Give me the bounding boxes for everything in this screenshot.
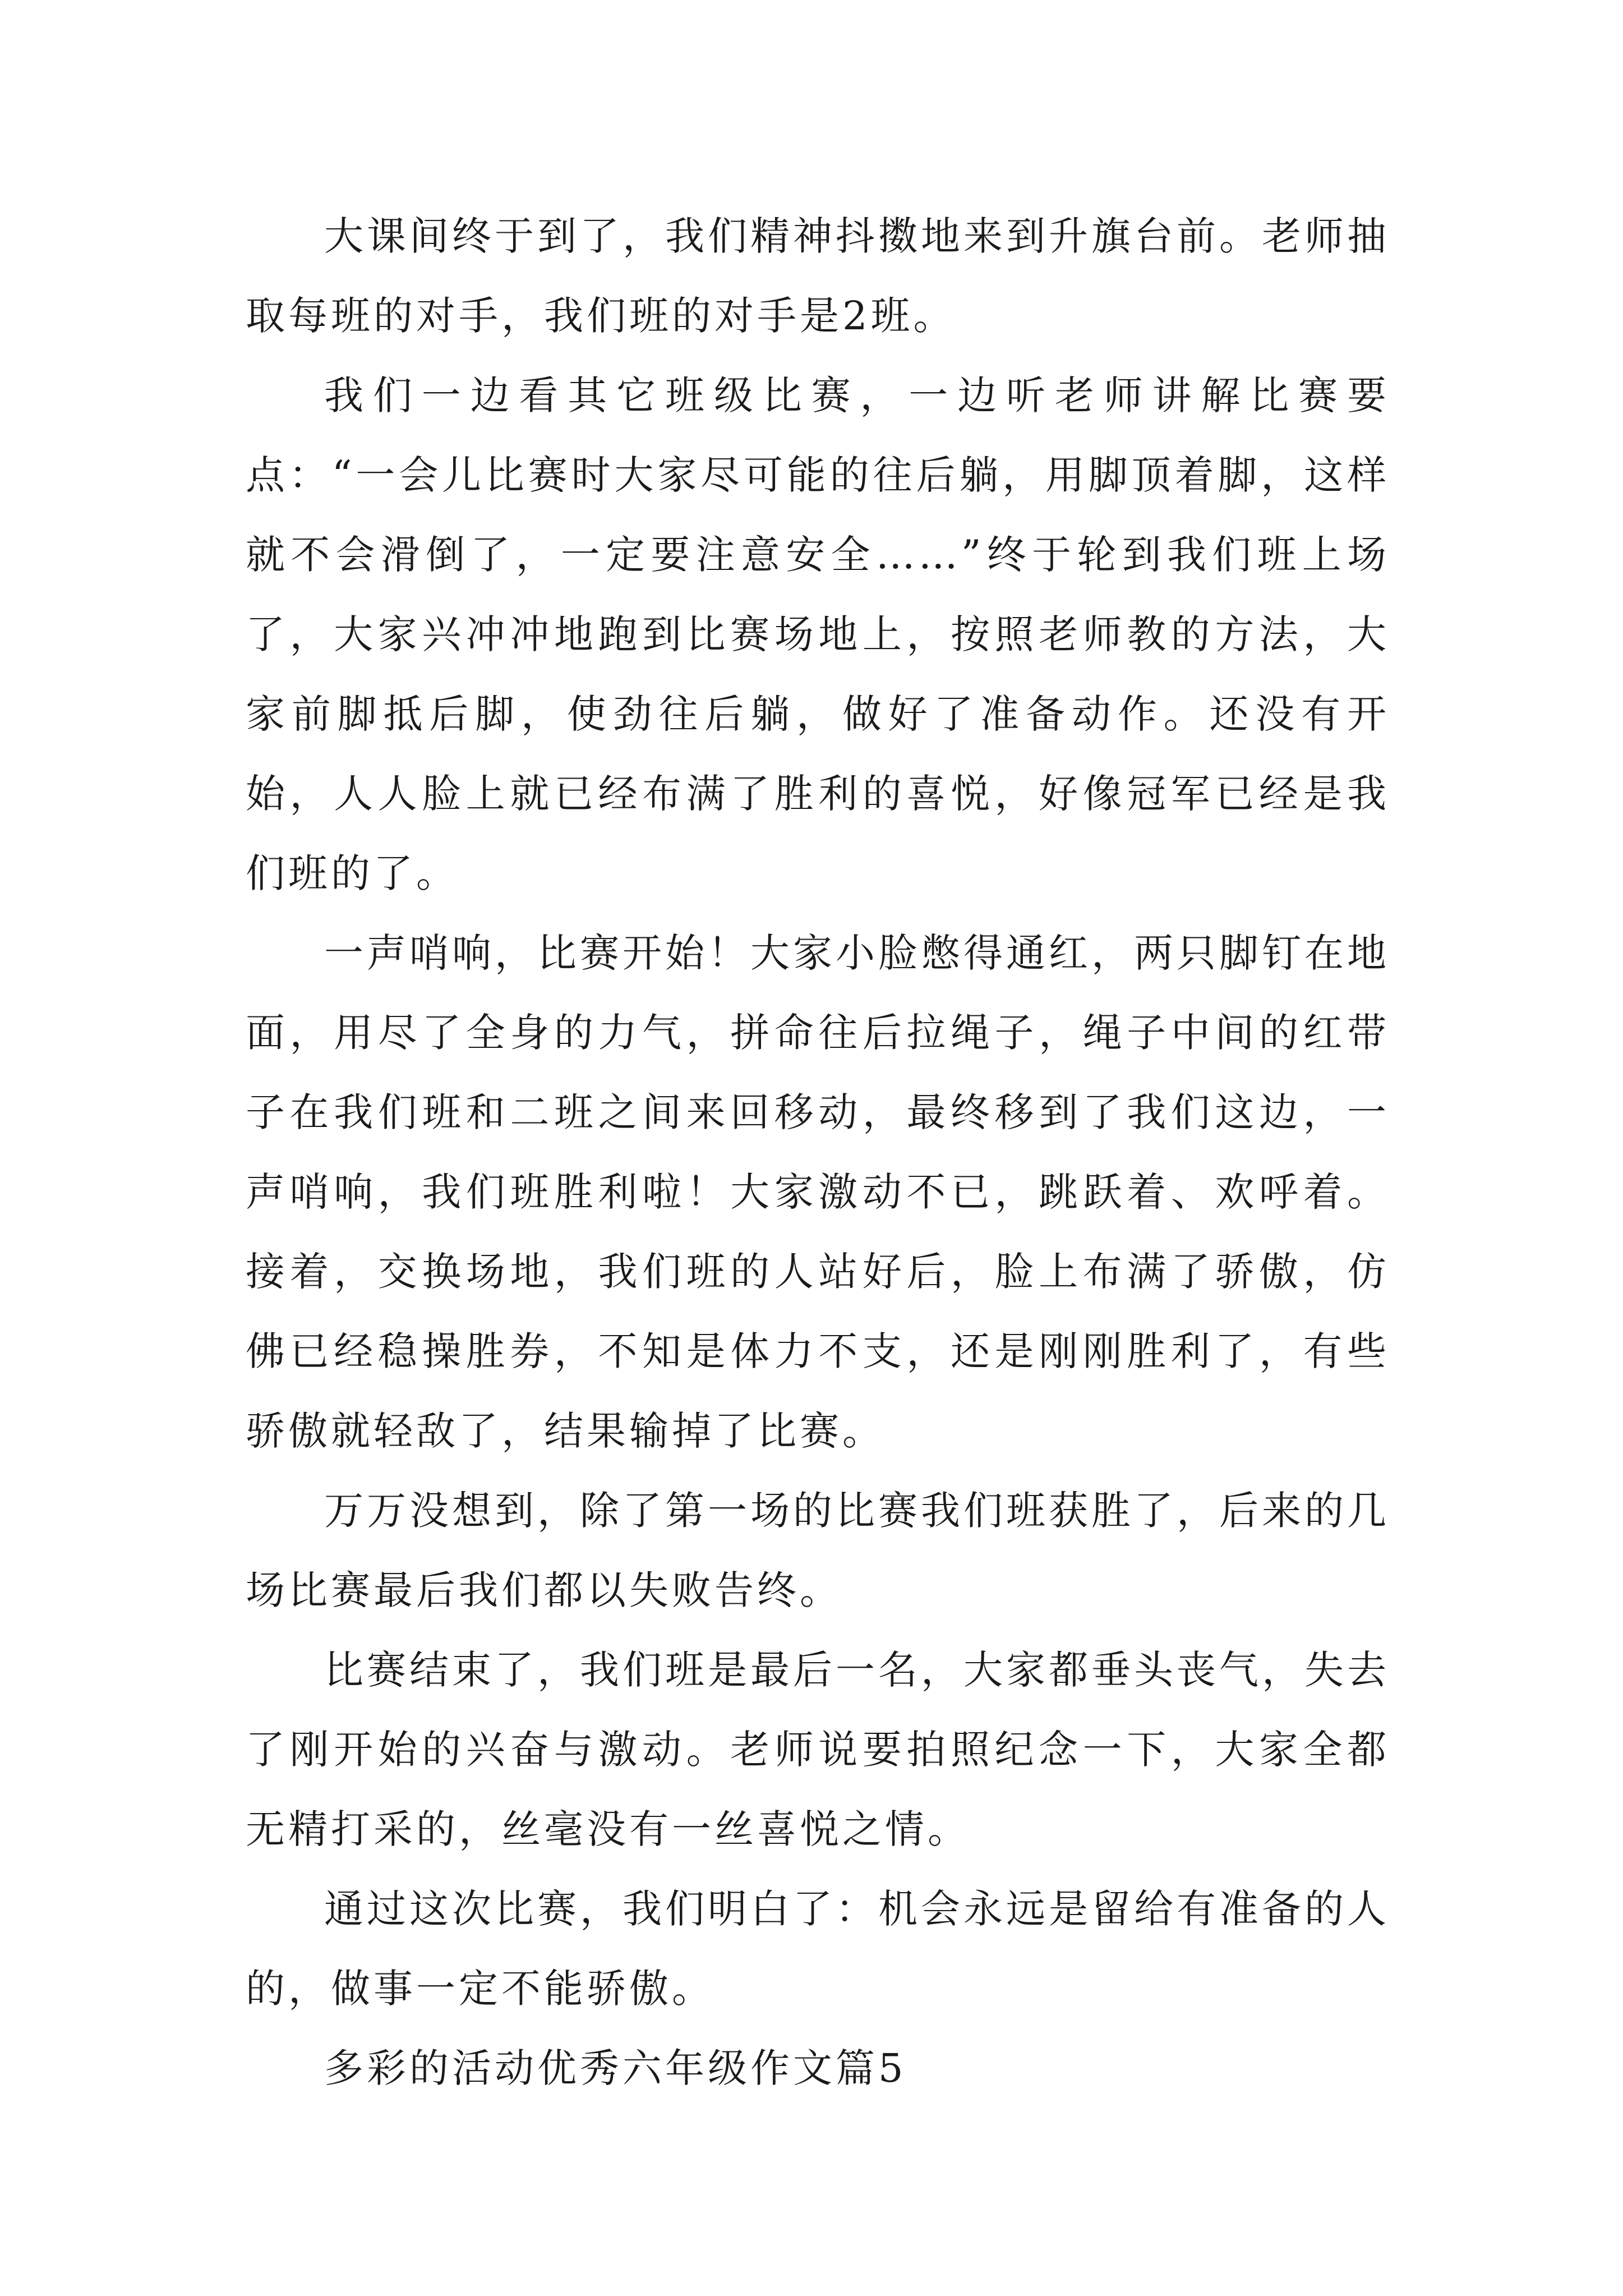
document-page xyxy=(246,196,1390,2108)
paragraph-4: 万万没想到，除了第一场的比赛我们班获胜了，后来的几场比赛最后我们都以失败告终。 xyxy=(246,1488,1390,1613)
paragraph-6: 通过这次比赛，我们明白了：机会永远是留给有准备的人的，做事一定不能骄傲。 xyxy=(246,1886,1390,2012)
paragraph-1: 大课间终于到了，我们精神抖擞地来到升旗台前。老师抽取每班的对手，我们班的对手是2班。 xyxy=(246,213,1390,339)
next-section-title: 多彩的活动优秀六年级作文篇5 xyxy=(324,2045,907,2091)
paragraph-5: 比赛结束了，我们班是最后一名，大家都垂头丧气，失去了刚开始的兴奋与激动。老师说要拍照纪念一下，大家全都无精打采的，丝毫没有一丝喜悦之情。 xyxy=(246,1647,1390,1852)
paragraph-3: 一声哨响，比赛开始！大家小脸憋得通红，两只脚钉在地面，用尽了全身的力气，拼命往后拉绳子，绳子中间的红带子在我们班和二班之间来回移动，最终移到了我们这边，一声哨响，我们班胜利啦！大家激动不已，跳跃着、欢呼着。接着，交换场地，我们班的人站好后，脸上布满了骄傲，仿佛已经稳操胜券，不知是体力不支，还是刚刚胜利了，有些骄傲就轻敌了，结果输掉了比赛。 xyxy=(246,930,1390,1454)
paragraph-2: 我们一边看其它班级比赛，一边听老师讲解比赛要点：“一会儿比赛时大家尽可能的往后躺，用脚顶着脚，这样就不会滑倒了，一定要注意安全……”终于轮到我们班上场了，大家兴冲冲地跑到比赛场地上，按照老师教的方法，大家前脚抵后脚，使劲往后躺，做好了准备动作。还没有开始，人人脸上就已经布满了胜利的喜悦，好像冠军已经是我们班的了。 xyxy=(246,372,1390,896)
